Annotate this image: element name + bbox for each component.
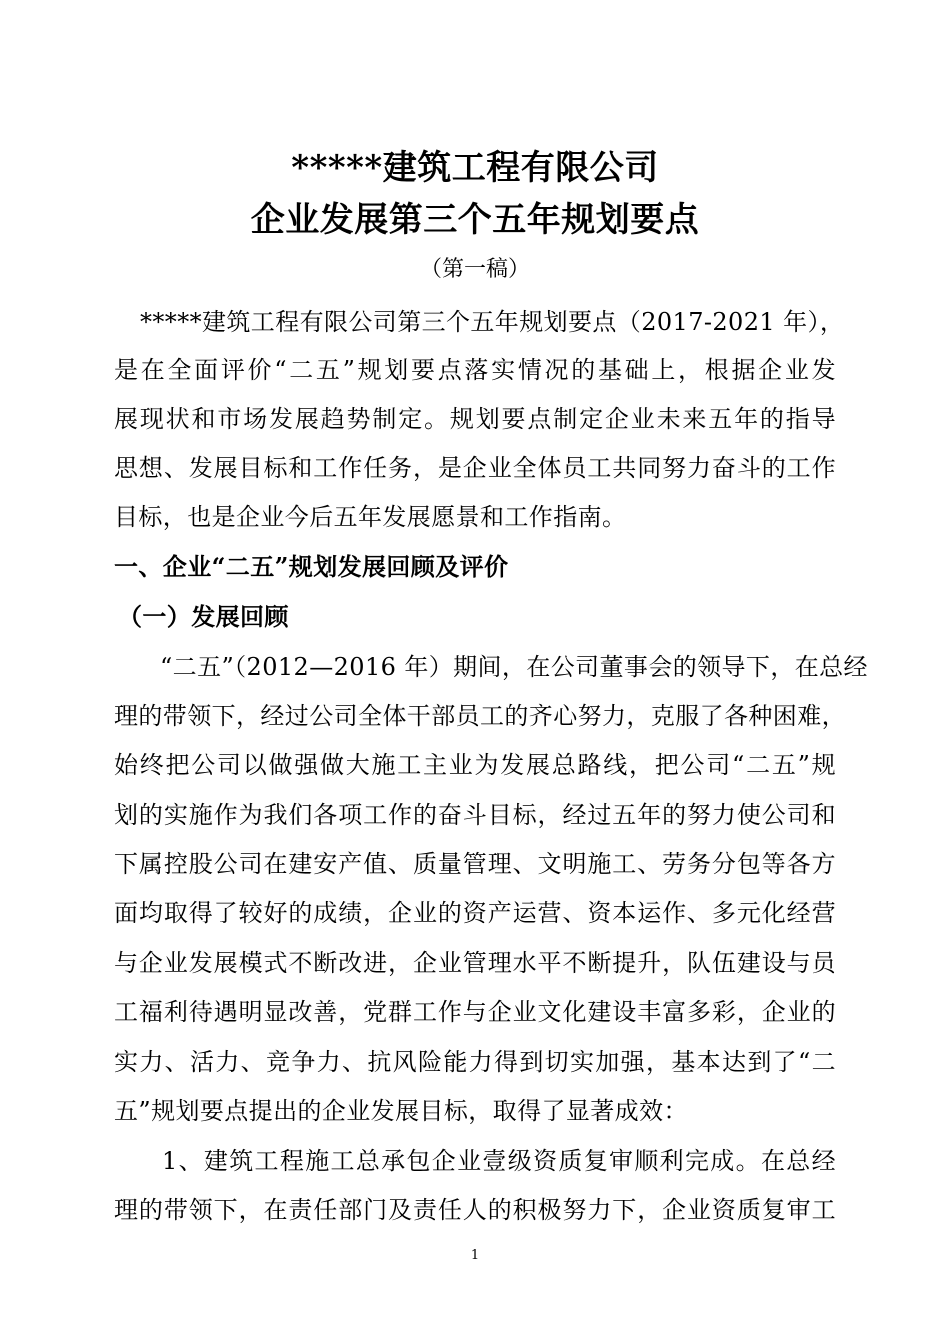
review-line-8: 工福利待遇明显改善，党群工作与企业文化建设丰富多彩，企业的 bbox=[114, 998, 836, 1026]
review-line-1: “二五”（2012—2016 年）期间，在公司董事会的领导下，在总经 bbox=[160, 653, 868, 681]
subsection-heading-1: （一）发展回顾 bbox=[118, 602, 289, 631]
review-line-9: 实力、活力、竞争力、抗风险能力得到切实加强，基本达到了“二 bbox=[114, 1048, 836, 1076]
review-line-3: 始终把公司以做强做大施工主业为发展总路线，把公司“二五”规 bbox=[114, 751, 836, 779]
review-line-5: 下属控股公司在建安产值、质量管理、文明施工、劳务分包等各方 bbox=[114, 850, 836, 878]
item1-line-1: 1、建筑工程施工总承包企业壹级资质复审顺利完成。在总经 bbox=[162, 1147, 836, 1175]
draft-label: （第一稿） bbox=[419, 257, 530, 282]
review-line-10: 五”规划要点提出的企业发展目标，取得了显著成效： bbox=[114, 1097, 688, 1125]
review-line-6: 面均取得了较好的成绩，企业的资产运营、资本运作、多元化经营 bbox=[114, 899, 836, 927]
intro-line-2: 是在全面评价“二五”规划要点落实情况的基础上，根据企业发 bbox=[114, 356, 836, 384]
review-line-2: 理的带领下，经过公司全体干部员工的齐心努力，克服了各种困难， bbox=[114, 702, 846, 730]
section-heading-1: 一、企业“二五”规划发展回顾及评价 bbox=[114, 552, 509, 581]
document-title-line-2: 企业发展第三个五年规划要点 bbox=[250, 200, 700, 240]
item1-line-2: 理的带领下，在责任部门及责任人的积极努力下，企业资质复审工 bbox=[114, 1196, 836, 1224]
intro-line-4: 思想、发展目标和工作任务，是企业全体员工共同努力奋斗的工作 bbox=[114, 454, 836, 482]
review-line-7: 与企业发展模式不断改进，企业管理水平不断提升，队伍建设与员 bbox=[114, 949, 836, 977]
review-line-4: 划的实施作为我们各项工作的奋斗目标，经过五年的努力使公司和 bbox=[114, 801, 836, 829]
document-title-line-1: *****建筑工程有限公司 bbox=[291, 148, 659, 188]
page-number: 1 bbox=[470, 1248, 480, 1263]
intro-line-5: 目标，也是企业今后五年发展愿景和工作指南。 bbox=[114, 503, 627, 531]
intro-line-1: *****建筑工程有限公司第三个五年规划要点（2017-2021 年）， bbox=[140, 308, 845, 336]
intro-line-3: 展现状和市场发展趋势制定。规划要点制定企业未来五年的指导 bbox=[114, 405, 836, 433]
